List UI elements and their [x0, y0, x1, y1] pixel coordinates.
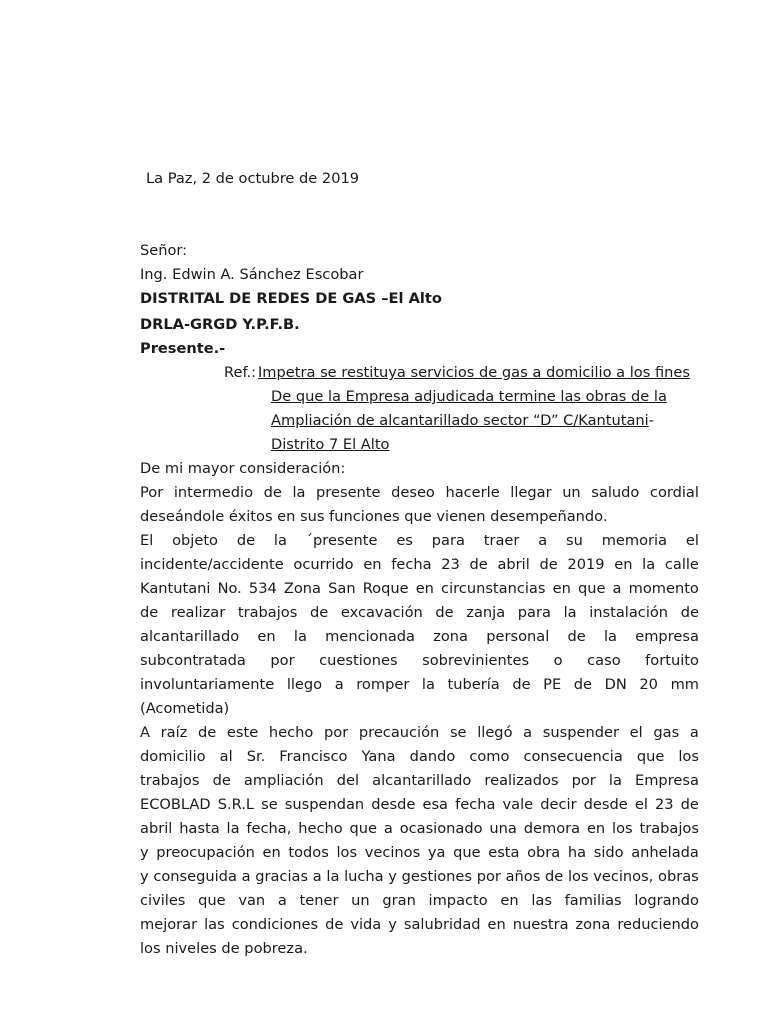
body-word: de: [325, 916, 344, 933]
body-word: trabajos: [639, 820, 699, 837]
body-word: de: [198, 724, 217, 741]
body-word: y: [140, 844, 149, 861]
body-word: llegó: [477, 724, 513, 741]
body-word: condiciones: [231, 916, 319, 933]
body-word: gestiones: [401, 868, 473, 885]
body-word: obras: [658, 868, 699, 885]
body-word: ha: [567, 844, 587, 861]
addressee-name: Ing. Edwin A. Sánchez Escobar: [140, 266, 364, 283]
body-word: la: [273, 532, 287, 549]
body-word: Por: [140, 484, 164, 501]
body-word: hacerle: [445, 484, 500, 501]
body-word: vecinos: [364, 844, 421, 861]
body-word: hasta: [179, 820, 220, 837]
body-word: de: [469, 556, 488, 573]
body-word: a: [312, 868, 322, 885]
body-word: para: [431, 532, 465, 549]
reference-line-1: Impetra se restituya servicios de gas a domicilio a los fines: [258, 364, 690, 381]
body-word: todos: [288, 844, 329, 861]
body-word: gracias: [255, 868, 309, 885]
body-word: zona: [575, 916, 611, 933]
body-word: llego: [286, 676, 323, 693]
body-word: que: [453, 844, 481, 861]
body-word: del: [336, 772, 360, 789]
body-word: su: [566, 532, 583, 549]
body-word: de: [539, 556, 558, 573]
body-word: las: [531, 892, 552, 909]
body-word: zona: [433, 628, 469, 645]
body-word: fecha: [455, 796, 496, 813]
body-word: ampliación: [243, 772, 324, 789]
body-word: Kantutani: [140, 580, 211, 597]
body-word: traer: [483, 532, 520, 549]
body-word: y: [388, 916, 397, 933]
body-word: que: [636, 748, 665, 765]
body-word: suspendan: [284, 796, 365, 813]
body-word: calle: [664, 556, 699, 573]
body-word: una: [489, 820, 517, 837]
body-word: presente: [316, 484, 381, 501]
body-word: 2019: [567, 556, 605, 573]
body-word: de: [212, 772, 231, 789]
body-word: un: [562, 484, 581, 501]
body-word: raíz: [160, 724, 188, 741]
body-word: por: [324, 724, 349, 741]
body-word: hecho: [298, 820, 343, 837]
body-word: logrando: [634, 892, 699, 909]
body-word: los: [567, 868, 589, 885]
body-word: por: [571, 772, 596, 789]
presente-label: Presente.-: [140, 340, 226, 357]
body-word: PE: [543, 676, 562, 693]
body-word: la: [293, 628, 307, 645]
body-word: mencionada: [325, 628, 415, 645]
date-line: La Paz, 2 de octubre de 2019: [146, 170, 360, 187]
body-word: San: [328, 580, 356, 597]
body-word: zanja: [466, 604, 506, 621]
body-word: salubridad: [403, 916, 481, 933]
body-word: momento: [628, 580, 699, 597]
body-word: cordial: [649, 484, 699, 501]
body-word: por: [270, 652, 295, 669]
body-word: personal: [486, 628, 550, 645]
body-word: llegar: [510, 484, 552, 501]
body-word: involuntariamente: [140, 676, 275, 693]
body-word: a: [538, 532, 548, 549]
body-line: los niveles de pobreza.: [140, 940, 308, 957]
body-word: de: [567, 628, 586, 645]
body-word: empresa: [635, 628, 699, 645]
body-word: tener: [299, 892, 339, 909]
body-word: los: [678, 748, 699, 765]
body-word: se: [449, 724, 467, 741]
addressee-office: DISTRITAL DE REDES DE GAS –El Alto: [140, 290, 442, 307]
body-word: la: [226, 820, 240, 837]
body-word: la: [563, 604, 577, 621]
body-word: tubería: [447, 676, 500, 693]
body-word: en: [614, 556, 633, 573]
body-word: demora: [523, 820, 581, 837]
body-line: [140, 652, 699, 670]
body-word: para: [517, 604, 551, 621]
body-word: consecuencia: [523, 748, 623, 765]
body-word: nuestra: [512, 916, 569, 933]
body-line: [140, 484, 699, 502]
body-word: excavación: [340, 604, 423, 621]
body-word: familias: [564, 892, 622, 909]
body-line: [140, 868, 699, 886]
reference-line-2: De que la Empresa adjudicada termine las obras de la: [271, 388, 667, 405]
body-word: el: [634, 796, 648, 813]
body-word: van: [238, 892, 266, 909]
body-word: instalación: [589, 604, 669, 621]
body-line: [140, 724, 699, 742]
body-line: [140, 796, 699, 814]
body-word: memoria: [601, 532, 668, 549]
body-word: trabajos: [140, 772, 200, 789]
body-word: mejorar: [140, 916, 198, 933]
body-word: la: [292, 484, 306, 501]
body-word: de: [435, 604, 454, 621]
body-word: realizados: [484, 772, 559, 789]
body-word: fecha,: [246, 820, 292, 837]
body-word: y: [140, 868, 149, 885]
body-word: en: [500, 892, 519, 909]
body-word: de: [680, 604, 699, 621]
body-word: un: [351, 892, 370, 909]
body-word: dando: [409, 748, 456, 765]
body-word: en: [586, 820, 606, 837]
body-word: vecinos,: [593, 868, 654, 885]
body-word: sobrevinientes: [422, 652, 530, 669]
body-line: [140, 892, 699, 910]
reference-line-3-text: Ampliación de alcantarillado sector “D” C/Kantutani: [271, 412, 649, 429]
body-word: es: [396, 532, 413, 549]
body-word: a: [523, 724, 533, 741]
body-word: que: [198, 892, 226, 909]
body-word: 20: [639, 676, 658, 693]
body-word: decir: [540, 796, 577, 813]
body-word: realizar: [170, 604, 226, 621]
body-word: esa: [422, 796, 448, 813]
body-line: [140, 820, 699, 838]
body-word: se: [261, 796, 278, 813]
body-word: 23: [655, 796, 674, 813]
body-line: [140, 844, 699, 862]
body-word: en: [262, 844, 281, 861]
body-word: lucha: [344, 868, 384, 885]
body-line: [140, 604, 699, 622]
body-word: de: [545, 868, 564, 885]
body-word: de: [309, 604, 329, 621]
body-word: en: [487, 916, 506, 933]
body-word: Zona: [283, 580, 321, 597]
body-word: gran: [382, 892, 416, 909]
body-word: objeto: [172, 532, 218, 549]
body-word: de: [263, 484, 282, 501]
salutation: Señor:: [140, 242, 188, 259]
body-word: que: [349, 820, 378, 837]
body-word: ´presente: [305, 532, 378, 549]
body-word: obra: [527, 844, 561, 861]
body-line: [140, 772, 699, 790]
body-word: el: [685, 532, 699, 549]
body-word: caso: [587, 652, 621, 669]
body-word: de: [236, 532, 256, 549]
body-word: domicilio: [140, 748, 206, 765]
body-word: sido: [593, 844, 624, 861]
body-word: impacto: [428, 892, 488, 909]
body-word: años: [505, 868, 541, 885]
body-word: anhelada: [631, 844, 699, 861]
body-word: reduciendo: [617, 916, 699, 933]
body-word: desde: [583, 796, 628, 813]
body-word: conseguida: [153, 868, 237, 885]
body-word: a: [277, 892, 287, 909]
body-line: deseándole éxitos en sus funciones que vienen desempeñando.: [140, 508, 608, 525]
body-word: El: [140, 532, 154, 549]
body-word: hecho: [268, 724, 314, 741]
body-word: al: [219, 748, 233, 765]
body-word: en: [257, 628, 276, 645]
body-word: Empresa: [635, 772, 699, 789]
body-line: [140, 676, 699, 694]
body-word: ECOBLAD: [140, 796, 211, 813]
body-word: suspender: [542, 724, 619, 741]
body-word: a: [334, 676, 344, 693]
body-word: por: [476, 868, 501, 885]
body-word: o: [553, 652, 563, 669]
body-word: alcantarillado: [372, 772, 472, 789]
body-word: a: [689, 724, 699, 741]
body-word: a: [241, 868, 251, 885]
body-word: romper: [356, 676, 410, 693]
body-word: el: [629, 724, 643, 741]
body-word: Yana: [361, 748, 396, 765]
body-word: la: [608, 772, 622, 789]
body-word: intermedio: [173, 484, 254, 501]
body-word: en: [415, 580, 434, 597]
body-word: en: [363, 556, 382, 573]
body-line: [140, 580, 699, 598]
body-word: abril: [140, 820, 173, 837]
reference-label: Ref.:: [224, 364, 257, 381]
body-word: la: [421, 676, 435, 693]
reference-line-3: [271, 412, 654, 430]
body-word: saludo: [591, 484, 640, 501]
body-word: subcontratada: [140, 652, 246, 669]
body-line: [140, 532, 699, 550]
body-word: la: [326, 868, 340, 885]
body-word: los: [612, 820, 633, 837]
body-word: deseo: [391, 484, 435, 501]
body-line: [140, 916, 699, 934]
body-word: vida: [350, 916, 382, 933]
body-word: ocurrido: [293, 556, 354, 573]
body-line: [140, 748, 699, 766]
body-line: [140, 556, 699, 574]
body-word: DN: [604, 676, 627, 693]
body-word: Sr.: [246, 748, 266, 765]
reference-line-3-tail: -: [648, 412, 654, 429]
body-word: 534: [248, 580, 277, 597]
body-word: circunstancias: [441, 580, 546, 597]
body-word: a: [383, 820, 393, 837]
body-word: Francisco: [279, 748, 348, 765]
body-word: esta: [488, 844, 520, 861]
greeting: De mi mayor consideración:: [140, 460, 346, 477]
body-word: de: [140, 604, 159, 621]
body-word: de: [512, 676, 531, 693]
body-word: la: [642, 556, 656, 573]
body-word: Roque: [362, 580, 409, 597]
body-word: gas: [653, 724, 680, 741]
body-word: desde: [371, 796, 416, 813]
body-word: 23: [441, 556, 460, 573]
body-word: cuestiones: [319, 652, 398, 669]
body-word: S.R.L: [217, 796, 254, 813]
body-word: preocupación: [156, 844, 255, 861]
body-word: y: [388, 868, 397, 885]
body-word: de: [680, 796, 699, 813]
body-word: que: [577, 580, 606, 597]
body-word: abril: [497, 556, 530, 573]
body-word: vale: [502, 796, 534, 813]
body-word: incidente/accidente: [140, 556, 284, 573]
body-word: de: [573, 676, 593, 693]
body-word: A: [140, 724, 150, 741]
body-word: a: [612, 580, 622, 597]
body-word: los: [336, 844, 358, 861]
body-word: trabajos: [237, 604, 298, 621]
body-word: mm: [670, 676, 699, 693]
body-word: fecha: [391, 556, 432, 573]
body-word: ya: [427, 844, 446, 861]
body-line: (Acometida): [140, 700, 230, 717]
body-word: ocasionado: [399, 820, 483, 837]
body-word: la: [604, 628, 617, 645]
body-word: fortuito: [645, 652, 699, 669]
body-line: [140, 628, 699, 646]
body-word: en: [552, 580, 571, 597]
body-word: alcantarillado: [140, 628, 240, 645]
addressee-department: DRLA-GRGD Y.P.F.B.: [140, 316, 300, 333]
body-word: las: [204, 916, 225, 933]
body-word: este: [226, 724, 259, 741]
body-word: precaución: [358, 724, 440, 741]
reference-line-4: Distrito 7 El Alto: [271, 436, 390, 453]
body-word: No.: [217, 580, 242, 597]
body-word: como: [469, 748, 510, 765]
body-word: civiles: [140, 892, 186, 909]
